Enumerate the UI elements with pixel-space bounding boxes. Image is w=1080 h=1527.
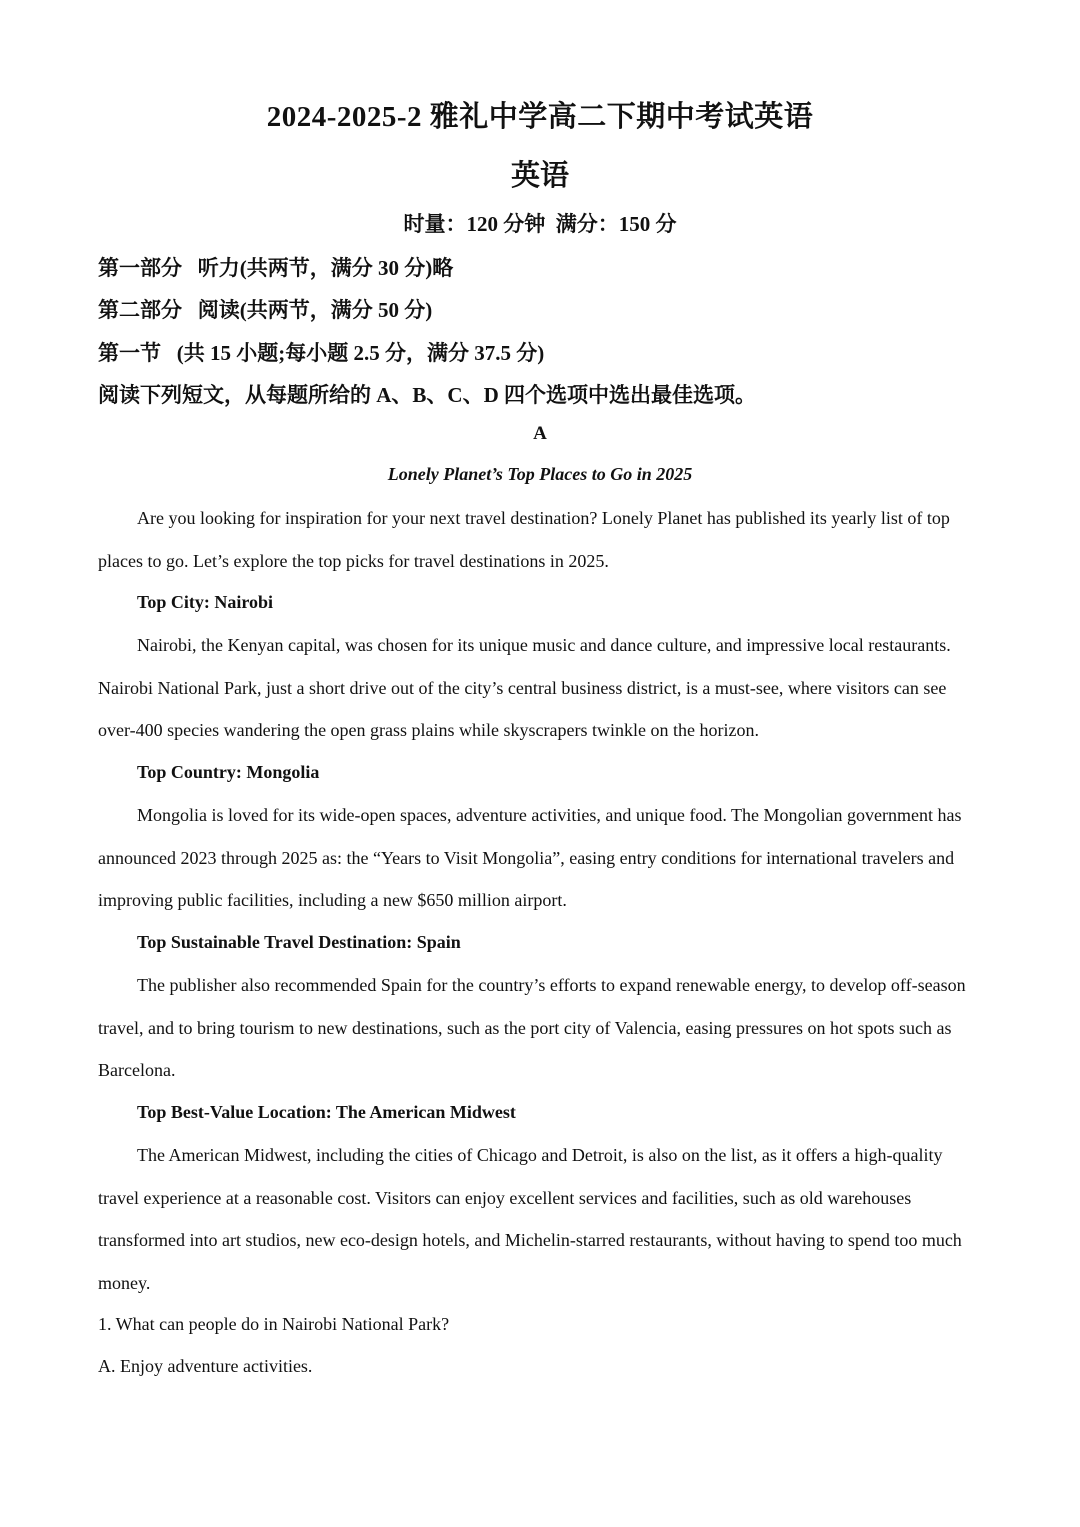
part1-instruction: 第一部分 听力(共两节，满分 30 分)略 <box>98 256 454 280</box>
section-heading-spain: Top Sustainable Travel Destination: Spain <box>137 932 461 952</box>
exam-title: 2024-2025-2 雅礼中学高二下期中考试英语 <box>266 101 814 133</box>
section-text-midwest: The American Midwest, including the cities of Chicago and Detroit, is also on the list, as it offers a high-quality travel experience at a reasonable cost. Visitors can enjoy excellent services and facilities, such as old warehouses transformed into art studios, new eco-design hotels, and Michelin-starred restaurants, without having to spend too much money. <box>98 1145 962 1293</box>
passage-title: Lonely Planet’s Top Places to Go in 2025 <box>387 464 693 484</box>
section-text-mongolia: Mongolia is loved for its wide-open spaces, adventure activities, and unique food. The Mongolian government has announced 2023 through 2025 as: the “Years to Visit Mongolia”, easing entry conditions for international travelers and improving public facilities, including a new $650 million airport. <box>98 805 962 910</box>
section1-instruction: 第一节 (共 15 小题;每小题 2.5 分，满分 37.5 分) <box>98 341 545 365</box>
question-1-option-a: A. Enjoy adventure activities. <box>98 1356 313 1376</box>
passage-label: A <box>533 423 547 444</box>
section-heading-midwest: Top Best-Value Location: The American Midwest <box>137 1102 516 1122</box>
passage-intro: Are you looking for inspiration for your next travel destination? Lonely Planet has published its yearly list of top places to go. Let’s explore the top picks for travel destinations in 2025. <box>98 508 950 571</box>
section-text-spain: The publisher also recommended Spain for the country’s efforts to expand renewable energy, to develop off-season travel, and to bring tourism to new destinations, such as the port city of Valencia, easing pressures on hot spots such as Barcelona. <box>98 975 966 1080</box>
section-heading-mongolia: Top Country: Mongolia <box>137 762 320 782</box>
section-text-nairobi: Nairobi, the Kenyan capital, was chosen for its unique music and dance culture, and impressive local restaurants. Nairobi National Park, just a short drive out of the city’s central business district, is a must-see, where visitors can see over-400 species wandering the open grass plains while skyscrapers twinkle on the horizon. <box>98 635 951 740</box>
exam-subject: 英语 <box>510 160 569 192</box>
part2-instruction: 第二部分 阅读(共两节，满分 50 分) <box>98 298 433 322</box>
directions: 阅读下列短文，从每题所给的 A、B、C、D 四个选项中选出最佳选项。 <box>98 383 757 407</box>
time-and-score: 时量：120 分钟 满分：150 分 <box>403 212 677 236</box>
section-heading-nairobi: Top City: Nairobi <box>137 592 274 612</box>
question-1-stem: 1. What can people do in Nairobi National Park? <box>98 1314 450 1334</box>
